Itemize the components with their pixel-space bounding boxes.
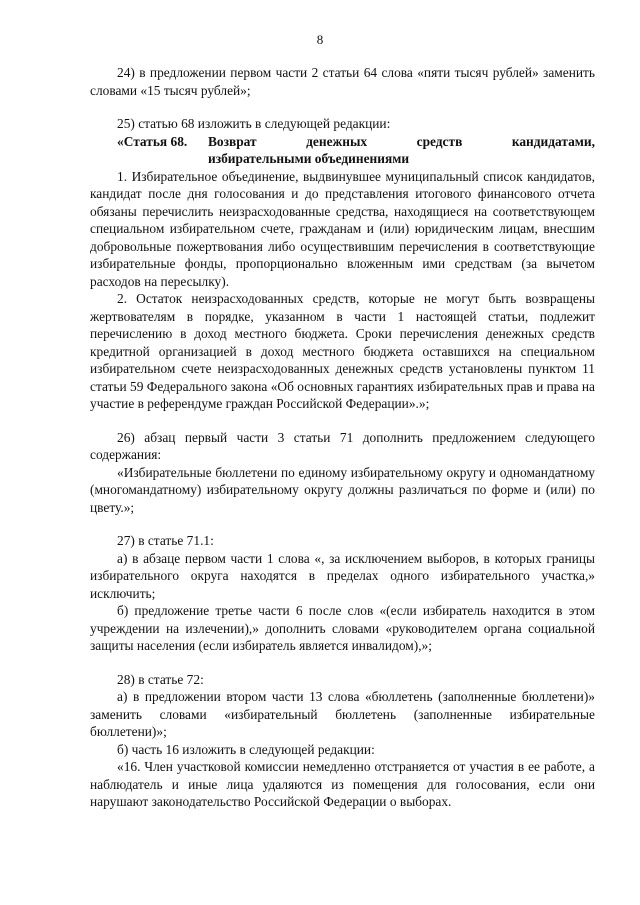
item-28-quote: «16. Член участковой комиссии немедленно отстраняется от участия в ее работе, а наблюдатель и иные лица удаляются из помещения для голосования, если они нарушают законодательство Российской Федерации о выборах. bbox=[90, 759, 595, 809]
paragraph-gap bbox=[90, 655, 595, 671]
article-68-part-1: 1. Избирательное объединение, выдвинувшее муниципальный список кандидатов, кандидат после дня голосования и до представления итогового финансового отчета обязаны перечислить неизрасходованные средства, находящиеся на соответствующем специальном избирательном счете, гражданам и (или) юридическим лицам, внесшим добровольные пожертвования либо осуществившим перечисления в соответствующие избирательные фонды, пропорционально вложенным ими средствам (за вычетом расходов на пересылку). bbox=[90, 168, 595, 289]
item-28-subitem-b: б) часть 16 изложить в следующей редакции: bbox=[117, 741, 375, 757]
article-68-title-line-1: Возврат денежных средств кандидатами, bbox=[208, 133, 595, 149]
paragraph-gap bbox=[90, 413, 595, 429]
item-27-paragraph: 27) в статье 71.1: bbox=[117, 533, 214, 548]
item-26-paragraph: 26) абзац первый части 3 статьи 71 дополнить предложением следующего содержания: bbox=[90, 429, 595, 462]
item-27-subitem-a: а) в абзаце первом части 1 слова «, за исключением выборов, в которых границы избирательного округа находятся в пределах одного избирательного участка,» исключить; bbox=[90, 550, 595, 601]
page-number: 8 bbox=[316, 32, 324, 47]
article-68-heading bbox=[90, 133, 595, 151]
item-26-quote: «Избирательные бюллетени по единому избирательному округу и одномандатному (многомандатному) избирательному округу должны различаться по форме и (или) по цвету.»; bbox=[90, 464, 595, 515]
item-24-paragraph: 24) в предложении первом части 2 статьи 64 слова «пяти тысяч рублей» заменить словами «15 тысяч рублей»; bbox=[90, 65, 595, 98]
document-body bbox=[90, 64, 595, 811]
item-28-paragraph: 28) в статье 72: bbox=[117, 671, 204, 687]
article-68-label: «Статья 68. bbox=[117, 133, 188, 149]
item-25-paragraph: 25) статью 68 изложить в следующей редакции: bbox=[117, 116, 391, 131]
paragraph-gap bbox=[90, 99, 595, 115]
item-28-subitem-a: а) в предложении втором части 13 слова «бюллетень (заполненные бюллетени)» заменить словами «избирательный бюллетень (заполненные избирательные бюллетени)»; bbox=[90, 689, 595, 739]
item-27-subitem-b: б) предложение третье части 6 после слов «(если избиратель находится в этом учреждении на излечении),» дополнить словами «руководителем органа социальной защиты населения (если избиратель является инвалидом),»; bbox=[90, 603, 595, 653]
article-68-part-2: 2. Остаток неизрасходованных средств, которые не могут быть возвращены жертвователям в порядке, указанном в части 1 настоящей статьи, подлежит перечислению в доход местного бюджета. Сроки перечисления денежных средств кредитной организацией в доход местного бюджета оставшихся на специальном избирательном счете неизрасходованных денежных средств установлены пунктом 11 статьи 59 Федерального закона «Об основных гарантиях избирательных прав и права на участие в референдуме граждан Российской Федерации».»; bbox=[90, 291, 595, 411]
article-68-title-line-2: избирательными объединениями bbox=[208, 151, 410, 166]
paragraph-gap bbox=[90, 516, 595, 532]
